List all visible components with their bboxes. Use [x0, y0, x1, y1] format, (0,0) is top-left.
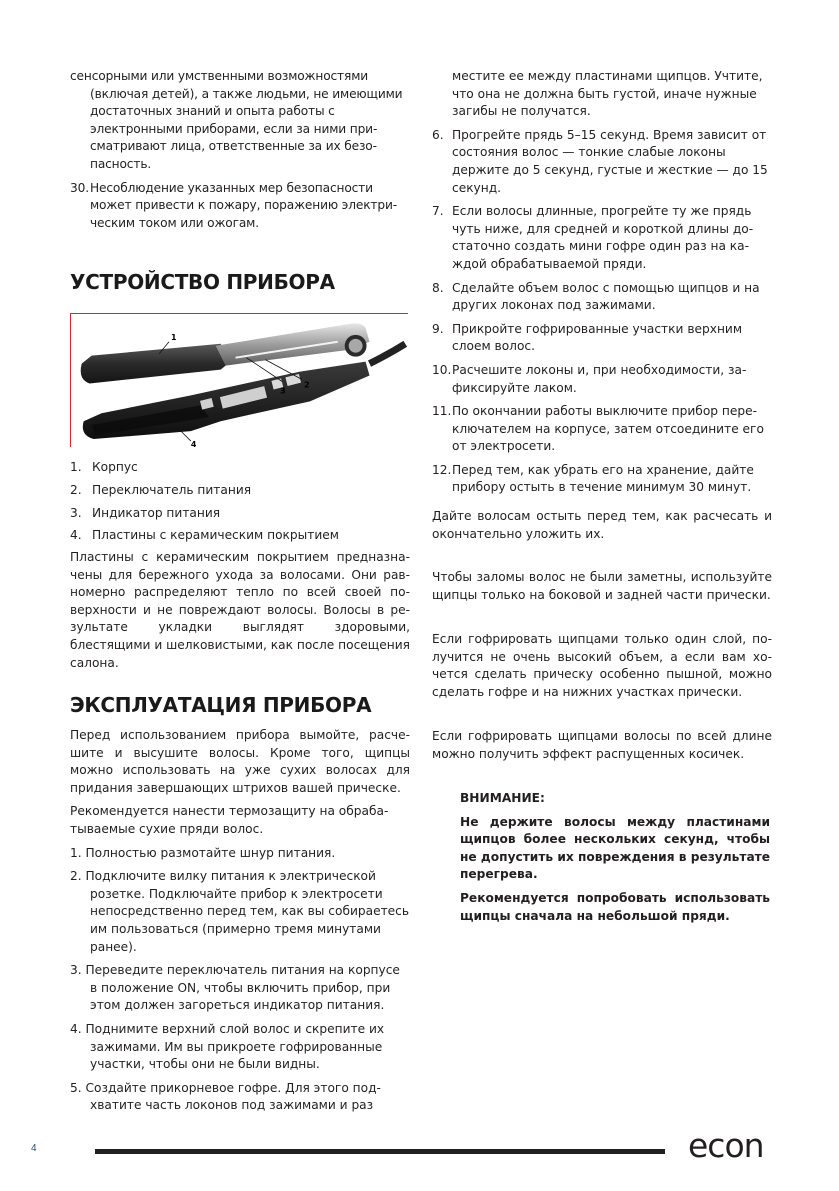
part-label: Корпус — [92, 460, 138, 474]
step-number: 3. — [70, 963, 82, 978]
tip-paragraph: Чтобы заломы волос не были заметны, используйте щипцы только на боковой и задней части прически. — [432, 570, 772, 602]
tip-paragraph: Если гофрировать щипцами только один слой, получится не очень высокий объем, а если вам хочется сделать прическу особенно пышной, можно сделать гофре и на нижних участках прически. — [432, 632, 772, 699]
part-number: 4. — [70, 528, 82, 543]
parts-list — [70, 459, 410, 550]
section-heading-device: УСТРОЙСТВО ПРИБОРА — [70, 270, 335, 294]
part-item — [70, 527, 410, 545]
warning-box — [460, 790, 770, 931]
step-text: Создайте прикорневое гофре. Для этого подхватите часть локонов под зажимами и раз — [85, 1080, 381, 1113]
part-label: Индикатор питания — [92, 505, 221, 520]
usage-step — [432, 403, 772, 456]
device-figure — [70, 313, 408, 447]
item-text: Несоблюдение указанных мер безопасности может привести к пожару, поражению электрическим током или ожогам. — [90, 180, 398, 230]
usage-instructions — [70, 727, 410, 1121]
step-5-continuation: местите ее между пластинами щипцов. Учтите, что она не должна быть густой, иначе нужные загибы не получатся. — [452, 69, 763, 119]
part-number: 1. — [70, 460, 82, 474]
usage-intro: Перед использованием прибора вымойте, расчешите и высушите волосы. Кроме того, щипцы можно использовать на уже сухих волосах для придания завершающих штрихов вашей прическе. — [70, 728, 410, 795]
step-text: По окончании работы выключите прибор переключателем на корпусе, затем отсоедините его от электросети. — [452, 404, 764, 454]
usage-step — [432, 203, 772, 273]
safety-item-29-rest: (включая детей), а также людьми, не имеющими достаточных знаний и опыта работы с электронными приборами, если за ними присматривают лица, ответственные за их безопасность. — [90, 86, 403, 171]
step-text: Сделайте объем волос с помощью щипцов и на других локонах под зажимами. — [452, 280, 760, 313]
step-number: 1. — [70, 845, 82, 860]
safety-continuation — [70, 68, 410, 232]
part-item — [70, 459, 410, 477]
hinge-button — [349, 339, 363, 353]
part-number: 3. — [70, 505, 82, 520]
part-number: 2. — [70, 482, 82, 497]
usage-step — [432, 127, 772, 197]
warning-paragraph: Рекомендуется попробовать использовать щипцы сначала на небольшой пряди. — [460, 890, 770, 923]
callout-1: 1 — [171, 332, 177, 342]
usage-step — [70, 868, 410, 956]
tip-paragraph: Если гофрировать щипцами волосы по всей длине можно получить эффект распущенных косичек. — [432, 729, 772, 761]
item-number: 30. — [70, 180, 89, 195]
step-text: Расчешите локоны и, при необходимости, зафиксируйте лаком. — [452, 362, 747, 395]
brand-logo: econ — [688, 1126, 764, 1165]
step-number: 12. — [432, 462, 452, 477]
step-number: 11. — [432, 404, 452, 419]
step-number: 8. — [432, 280, 444, 295]
step-text: Подключите вилку питания к электрической розетке. Подключайте прибор к электросети непосредственно перед тем, как вы собираетесь им пользоваться (примерно тремя минутами ранее). — [85, 869, 410, 954]
safety-item-30 — [70, 180, 410, 233]
step-text: Поднимите верхний слой волос и скрепите их зажимами. Им вы прикроете гофрированные участки, чтобы они не были видны. — [85, 1021, 385, 1072]
section-heading-usage: ЭКСПЛУАТАЦИЯ ПРИБОРА — [70, 693, 372, 717]
part-label: Пластины с керамическим покрытием — [92, 528, 339, 543]
usage-step — [432, 362, 772, 397]
step-number: 2. — [70, 869, 82, 884]
step-text: Полностью размотайте шнур питания. — [85, 845, 336, 860]
usage-steps-continued — [432, 68, 772, 503]
warning-title: ВНИМАНИЕ: — [460, 791, 545, 805]
safety-item-29-first-line: сенсорными или умственными возможностями — [70, 69, 369, 83]
page-number: 4 — [31, 1143, 37, 1154]
usage-step — [70, 962, 410, 1015]
hair-straightener-illustration — [71, 314, 408, 447]
step-number: 6. — [432, 127, 444, 142]
step-number: 4. — [70, 1021, 82, 1036]
step-text: Прикройте гофрированные участки верхним слоем волос. — [452, 321, 743, 354]
part-label: Переключатель питания — [92, 482, 252, 497]
warning-paragraph: Не держите волосы между пластинами щипцов более нескольких секунд, чтобы не допустить их повреждения в результате перегрева. — [460, 814, 770, 882]
ceramic-plates-description: Пластины с керамическим покрытием предназначены для бережного ухода за волосами. Они равномерно распределяют тепло по всей своей поверхности и не повреждают волосы. Волосы в результате укладки выглядят здоровыми, блестящими и шелковистыми, как после посещения салона. — [70, 550, 410, 670]
step-text: Перед тем, как убрать его на хранение, дайте прибору остыть в течение минимум 30 минут. — [452, 462, 754, 495]
usage-step — [70, 1080, 410, 1115]
callout-2: 2 — [304, 380, 310, 390]
usage-step — [432, 280, 772, 315]
usage-step — [432, 321, 772, 356]
usage-step — [70, 845, 410, 863]
step-number: 5. — [70, 1080, 82, 1095]
usage-step — [432, 462, 772, 497]
callout-3: 3 — [280, 386, 286, 396]
upper-arm-housing — [81, 344, 231, 384]
part-item — [70, 482, 410, 500]
step-text: Если волосы длинные, прогрейте ту же прядь чуть ниже, для средней и короткой длины достаточно создать мини гофре один раз на каждой обрабатываемой пряди. — [452, 204, 754, 271]
footer-rule — [95, 1149, 665, 1154]
step-number: 10. — [432, 362, 452, 377]
part-item — [70, 505, 410, 523]
power-cord — [370, 344, 406, 364]
tip-paragraph: Дайте волосам остыть перед тем, как расчесать и окончательно уложить их. — [432, 509, 772, 541]
step-number: 7. — [432, 204, 444, 219]
step-number: 9. — [432, 321, 444, 336]
step-text: Прогрейте прядь 5–15 секунд. Время зависит от состояния волос — тонкие слабые локоны держите до 5 секунд, густые и жесткие — до 15 секунд. — [452, 127, 768, 195]
usage-recommendation: Рекомендуется нанести термозащиту на обрабатываемые сухие пряди волос. — [70, 804, 389, 836]
callout-4: 4 — [190, 440, 197, 447]
step-text: Переведите переключатель питания на корпусе в положение ON, чтобы включить прибор, при этом должен загореться индикатор питания. — [85, 963, 400, 1013]
usage-step — [70, 1021, 410, 1074]
